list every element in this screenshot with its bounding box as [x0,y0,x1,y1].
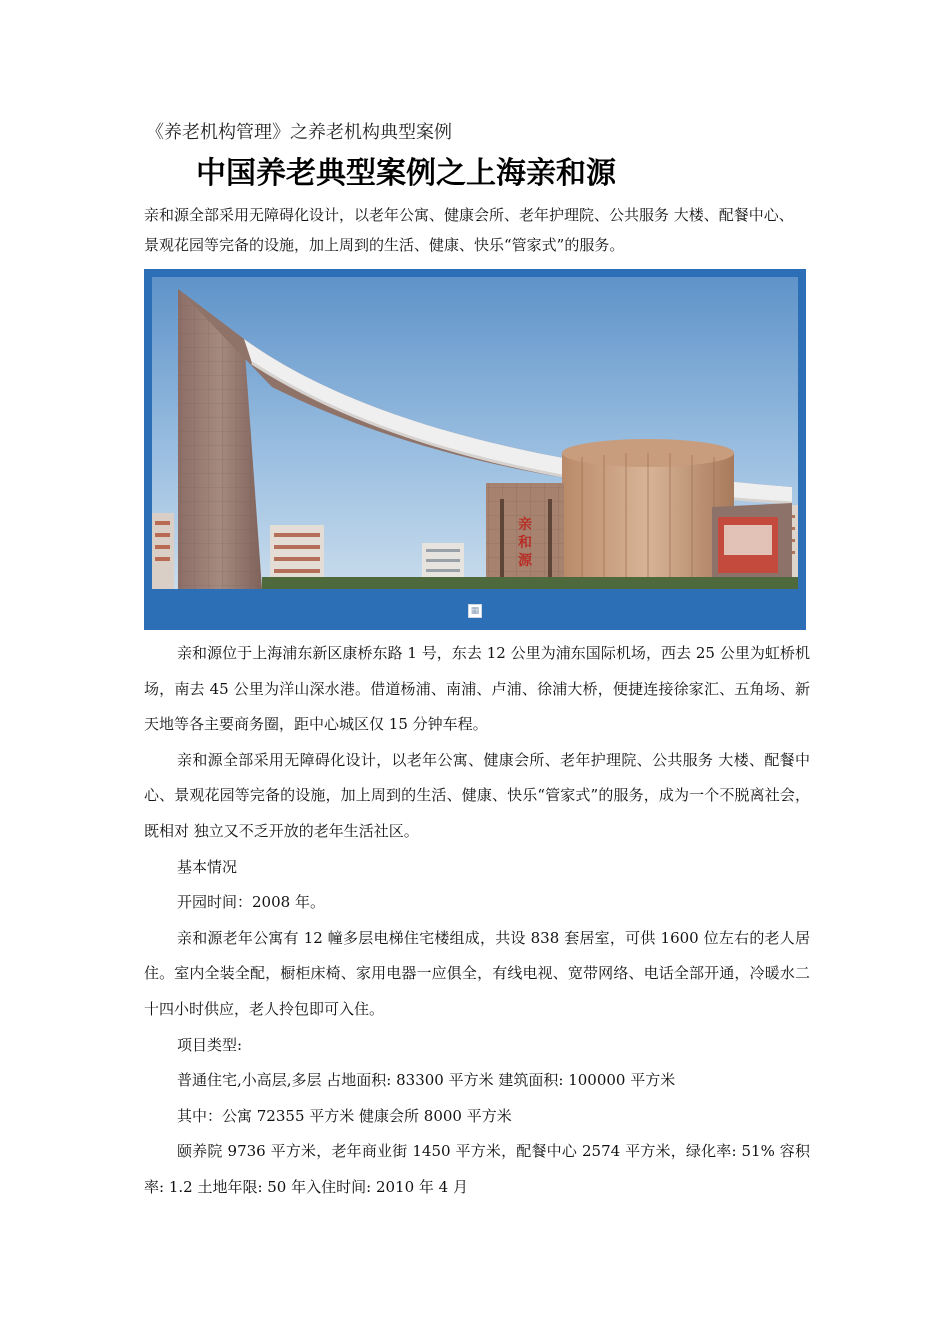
paragraph-apartments: 亲和源老年公寓有 12 幢多层电梯住宅楼组成，共设 838 套居室，可供 1600 位左右的老人居住。室内全装全配，橱柜床椅、家用电器一应俱全，有线电视、宽带网络、电话全部开通，冷暖水二十四小时供应，老人拎包即可入住。 [144,928,810,1018]
paragraph-breakdown: 其中：公寓 72355 平方米 健康会所 8000 平方米 [177,1106,512,1125]
intro-block [144,200,808,260]
image-placeholder-icon: ▦ [468,604,482,618]
photo-figure [144,269,806,630]
document-subtitle: 《养老机构管理》之养老机构典型案例 [146,122,452,143]
paragraph-facilities: 颐养院 9736 平方米，老年商业街 1450 平方米，配餐中心 2574 平方米，绿化率: 51% 容积率: 1.2 土地年限: 50 年入住时间: 2010 年 4 月 [144,1142,810,1196]
paragraph-area: 普通住宅,小高层,多层 占地面积: 83300 平方米 建筑面积: 100000 平方米 [177,1071,676,1090]
sign-char-3: 源 [518,553,532,569]
paragraph-location: 亲和源位于上海浦东新区康桥东路 1 号，东去 12 公里为浦东国际机场，西去 25 公里为虹桥机场，南去 45 公里为洋山深水港。借道杨浦、南浦、卢浦、徐浦大桥，便捷连接徐家汇、五角场、新天地等各主要商务圈，距中心城区仅 15 分钟车程。 [144,644,810,734]
sign-char-2: 和 [518,535,532,551]
sign-char-1: 亲 [518,517,532,533]
body-text [144,636,810,1206]
paragraph-opening-time: 开园时间：2008 年。 [177,893,325,912]
paragraph-basic-info-heading: 基本情况 [177,857,238,876]
intro-paragraph: 亲和源全部采用无障碍化设计，以老年公寓、健康会所、老年护理院、公共服务 大楼、配餐中心、景观花园等完备的设施，加上周到的生活、健康、快乐“管家式”的服务。 [144,206,794,254]
paragraph-design: 亲和源全部采用无障碍化设计，以老年公寓、健康会所、老年护理院、公共服务 大楼、配餐中心、景观花园等完备的设施，加上周到的生活、健康、快乐“管家式”的服务，成为一个不脱离社会，既相对 独立又不乏开放的老年生活社区。 [144,750,810,840]
document-title: 中国养老典型案例之上海亲和源 [196,156,616,191]
building-photo [152,277,798,589]
paragraph-project-type-heading: 项目类型: [177,1035,243,1054]
